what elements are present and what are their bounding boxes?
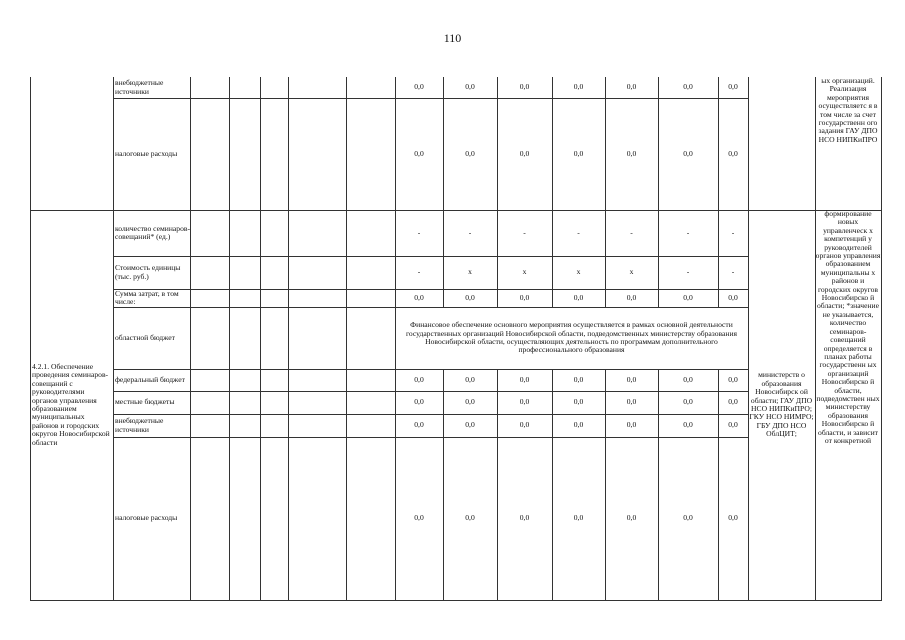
row-label-text: Стоимость единицы (тыс. руб.)	[115, 263, 181, 281]
row-label	[113, 391, 190, 414]
executor-text-text: министерств о образования Новосибирск ой области; ГАУ ДПО НСО НИПКиПРО; ГКУ НСО НИМРО; ГБУ ДПО НСО ОблЦИТ;	[749, 370, 814, 439]
value-cell-text: 0,0	[465, 292, 475, 302]
value-cell-text: 0,0	[465, 82, 475, 92]
value-cell	[395, 289, 443, 307]
row-label-text: количество семинаров-совещаний* (ед.)	[115, 223, 190, 241]
value-cell-text: 0,0	[465, 513, 475, 523]
value-cell-text: 0,0	[519, 397, 530, 407]
row-label-text: местные бюджеты	[115, 397, 175, 407]
row-label-text: налоговые расходы	[115, 148, 178, 158]
value-cell	[497, 77, 552, 98]
row-label	[113, 437, 190, 600]
value-cell-text: -	[468, 227, 472, 237]
value-cell-text: 0,0	[414, 420, 424, 430]
value-cell-text: 0,0	[465, 148, 475, 158]
value-cell	[552, 98, 605, 210]
value-cell	[605, 210, 658, 256]
value-cell	[497, 369, 552, 391]
value-cell-text: x	[468, 267, 472, 277]
value-cell	[658, 437, 718, 600]
col-line	[881, 77, 882, 600]
value-cell-text: x	[629, 267, 634, 277]
value-cell-text: 0,0	[414, 374, 424, 384]
value-cell	[605, 391, 658, 414]
value-cell	[552, 210, 605, 256]
value-cell	[605, 437, 658, 600]
note-text-text: формирование новых управленческ х компетенций у руководителей органов управления образованием муниципальны х районов и городских округов Новосибирско й области; *значение не указывается, количество семинаров-совещаний определяется в планах работы государственн ых организаций Новосибирско й области, подведомствен ных министерству образования Новосибирско й области, и зависит от конкретной	[815, 210, 881, 445]
row-label-text: внебюджетные источники	[115, 416, 164, 434]
value-cell-text: 0,0	[519, 148, 530, 158]
value-cell	[658, 98, 718, 210]
value-cell-text: -	[577, 227, 580, 237]
note-text-text: ых организаций. Реализация мероприятия осуществляетс я в том числе за счет государственн ого задания ГАУ ДПО НСО НИПКиПРО	[818, 77, 878, 144]
value-cell	[395, 77, 443, 98]
value-cell-text: 0,0	[728, 374, 738, 384]
value-cell	[395, 256, 443, 289]
col-line	[260, 77, 261, 600]
value-cell	[395, 210, 443, 256]
row-line	[30, 600, 882, 601]
value-cell	[718, 256, 748, 289]
task-name	[32, 210, 111, 600]
value-cell-text: x	[522, 267, 527, 277]
value-cell	[718, 77, 748, 98]
value-cell-text: 0,0	[519, 420, 530, 430]
value-cell	[552, 437, 605, 600]
page-number: 110	[443, 31, 462, 45]
note-text	[815, 77, 881, 210]
value-cell-text: -	[686, 267, 690, 277]
task-name-text: 4.2.1. Обеспечение проведения семинаров-совещаний с руководителями органов управления образованием муниципальных районов и городских округов Новосибирской области	[32, 361, 110, 447]
value-cell-text: -	[630, 227, 633, 237]
value-cell-text: x	[576, 267, 581, 277]
value-cell	[552, 77, 605, 98]
value-cell	[443, 369, 497, 391]
value-cell	[658, 256, 718, 289]
col-line	[30, 77, 31, 600]
value-cell	[552, 391, 605, 414]
row-label	[113, 77, 190, 98]
value-cell	[395, 437, 443, 600]
value-cell-text: 0,0	[414, 148, 424, 158]
value-cell	[395, 369, 443, 391]
value-cell-text: 0,0	[728, 148, 738, 158]
value-cell-text: 0,0	[626, 420, 637, 430]
value-cell	[443, 289, 497, 307]
value-cell	[658, 77, 718, 98]
value-cell	[497, 210, 552, 256]
row-label-text: областной бюджет	[115, 332, 175, 342]
value-cell	[605, 256, 658, 289]
value-cell	[605, 77, 658, 98]
value-cell	[497, 256, 552, 289]
value-cell-text: 0,0	[626, 82, 637, 92]
row-label-text: федеральный бюджет	[115, 374, 185, 384]
value-cell-text: 0,0	[519, 82, 530, 92]
value-cell	[718, 391, 748, 414]
value-cell-text: -	[731, 267, 735, 277]
value-cell-text: 0,0	[414, 513, 424, 523]
value-cell	[605, 289, 658, 307]
value-cell-text: 0,0	[465, 397, 475, 407]
value-cell-text: 0,0	[728, 397, 738, 407]
value-cell-text: 0,0	[465, 374, 475, 384]
value-cell	[552, 289, 605, 307]
value-cell-text: 0,0	[626, 513, 637, 523]
value-cell-text: 0,0	[573, 292, 584, 302]
value-cell	[552, 256, 605, 289]
value-cell	[718, 210, 748, 256]
value-cell-text: 0,0	[573, 420, 584, 430]
value-cell-text: -	[417, 267, 421, 277]
value-cell-text: 0,0	[519, 292, 530, 302]
value-cell-text: -	[417, 227, 421, 237]
col-line	[229, 77, 230, 600]
value-cell-text: -	[523, 227, 526, 237]
executor-text	[748, 210, 815, 600]
row-label-text: внебюджетные источники	[115, 78, 164, 96]
value-cell-text: 0,0	[683, 82, 693, 92]
value-cell	[497, 98, 552, 210]
value-cell	[718, 98, 748, 210]
merged-funding-text	[399, 307, 744, 369]
value-cell-text: 0,0	[573, 148, 584, 158]
value-cell	[443, 256, 497, 289]
value-cell	[552, 369, 605, 391]
value-cell	[443, 210, 497, 256]
col-line	[190, 77, 191, 600]
row-label	[113, 98, 190, 210]
value-cell	[395, 414, 443, 437]
value-cell	[658, 414, 718, 437]
value-cell	[443, 414, 497, 437]
col-line	[346, 77, 347, 600]
value-cell-text: 0,0	[626, 148, 637, 158]
value-cell	[658, 391, 718, 414]
value-cell-text: 0,0	[573, 374, 584, 384]
value-cell	[497, 414, 552, 437]
row-label	[113, 369, 190, 391]
value-cell-text: 0,0	[683, 397, 693, 407]
col-line	[288, 77, 289, 600]
value-cell-text: 0,0	[626, 374, 637, 384]
value-cell-text: 0,0	[465, 420, 475, 430]
value-cell-text: -	[731, 227, 735, 237]
value-cell-text: 0,0	[626, 292, 637, 302]
value-cell	[658, 210, 718, 256]
value-cell	[497, 437, 552, 600]
value-cell	[605, 98, 658, 210]
row-label	[113, 289, 190, 307]
row-label	[113, 210, 190, 256]
value-cell-text: 0,0	[683, 420, 693, 430]
value-cell	[443, 77, 497, 98]
value-cell	[718, 369, 748, 391]
value-cell-text: 0,0	[728, 82, 738, 92]
value-cell	[718, 289, 748, 307]
value-cell-text: 0,0	[683, 513, 693, 523]
value-cell	[605, 369, 658, 391]
row-label	[113, 307, 190, 369]
value-cell-text: 0,0	[573, 397, 584, 407]
value-cell-text: 0,0	[519, 513, 530, 523]
note-text	[815, 210, 881, 600]
value-cell-text: 0,0	[519, 374, 530, 384]
row-label	[113, 256, 190, 289]
value-cell-text: -	[686, 227, 690, 237]
row-label	[113, 414, 190, 437]
value-cell-text: 0,0	[683, 148, 693, 158]
value-cell	[658, 369, 718, 391]
value-cell-text: 0,0	[728, 420, 738, 430]
value-cell	[395, 391, 443, 414]
value-cell	[497, 289, 552, 307]
value-cell	[443, 98, 497, 210]
value-cell-text: 0,0	[683, 292, 693, 302]
value-cell	[552, 414, 605, 437]
value-cell	[718, 437, 748, 600]
value-cell-text: 0,0	[414, 82, 424, 92]
value-cell-text: 0,0	[414, 397, 424, 407]
value-cell-text: 0,0	[573, 82, 584, 92]
value-cell	[605, 414, 658, 437]
value-cell-text: 0,0	[414, 292, 424, 302]
value-cell	[443, 437, 497, 600]
value-cell	[658, 289, 718, 307]
value-cell	[497, 391, 552, 414]
value-cell-text: 0,0	[573, 513, 584, 523]
row-label-text: налоговые расходы	[115, 513, 178, 523]
value-cell-text: 0,0	[728, 292, 738, 302]
merged-funding-text-text: Финансовое обеспечение основного мероприятия осуществляется в рамках основной деятельности государственных организаций Новосибирской области, подведомственных министерству образования Новосибирской области, осуществляющих деятельность по программам дополнительного профессионального образования	[405, 320, 738, 355]
value-cell-text: 0,0	[683, 374, 693, 384]
value-cell	[395, 98, 443, 210]
value-cell	[443, 391, 497, 414]
value-cell-text: 0,0	[728, 513, 738, 523]
value-cell-text: 0,0	[626, 397, 637, 407]
value-cell	[718, 414, 748, 437]
row-label-text: Сумма затрат, в том числе:	[115, 289, 179, 306]
